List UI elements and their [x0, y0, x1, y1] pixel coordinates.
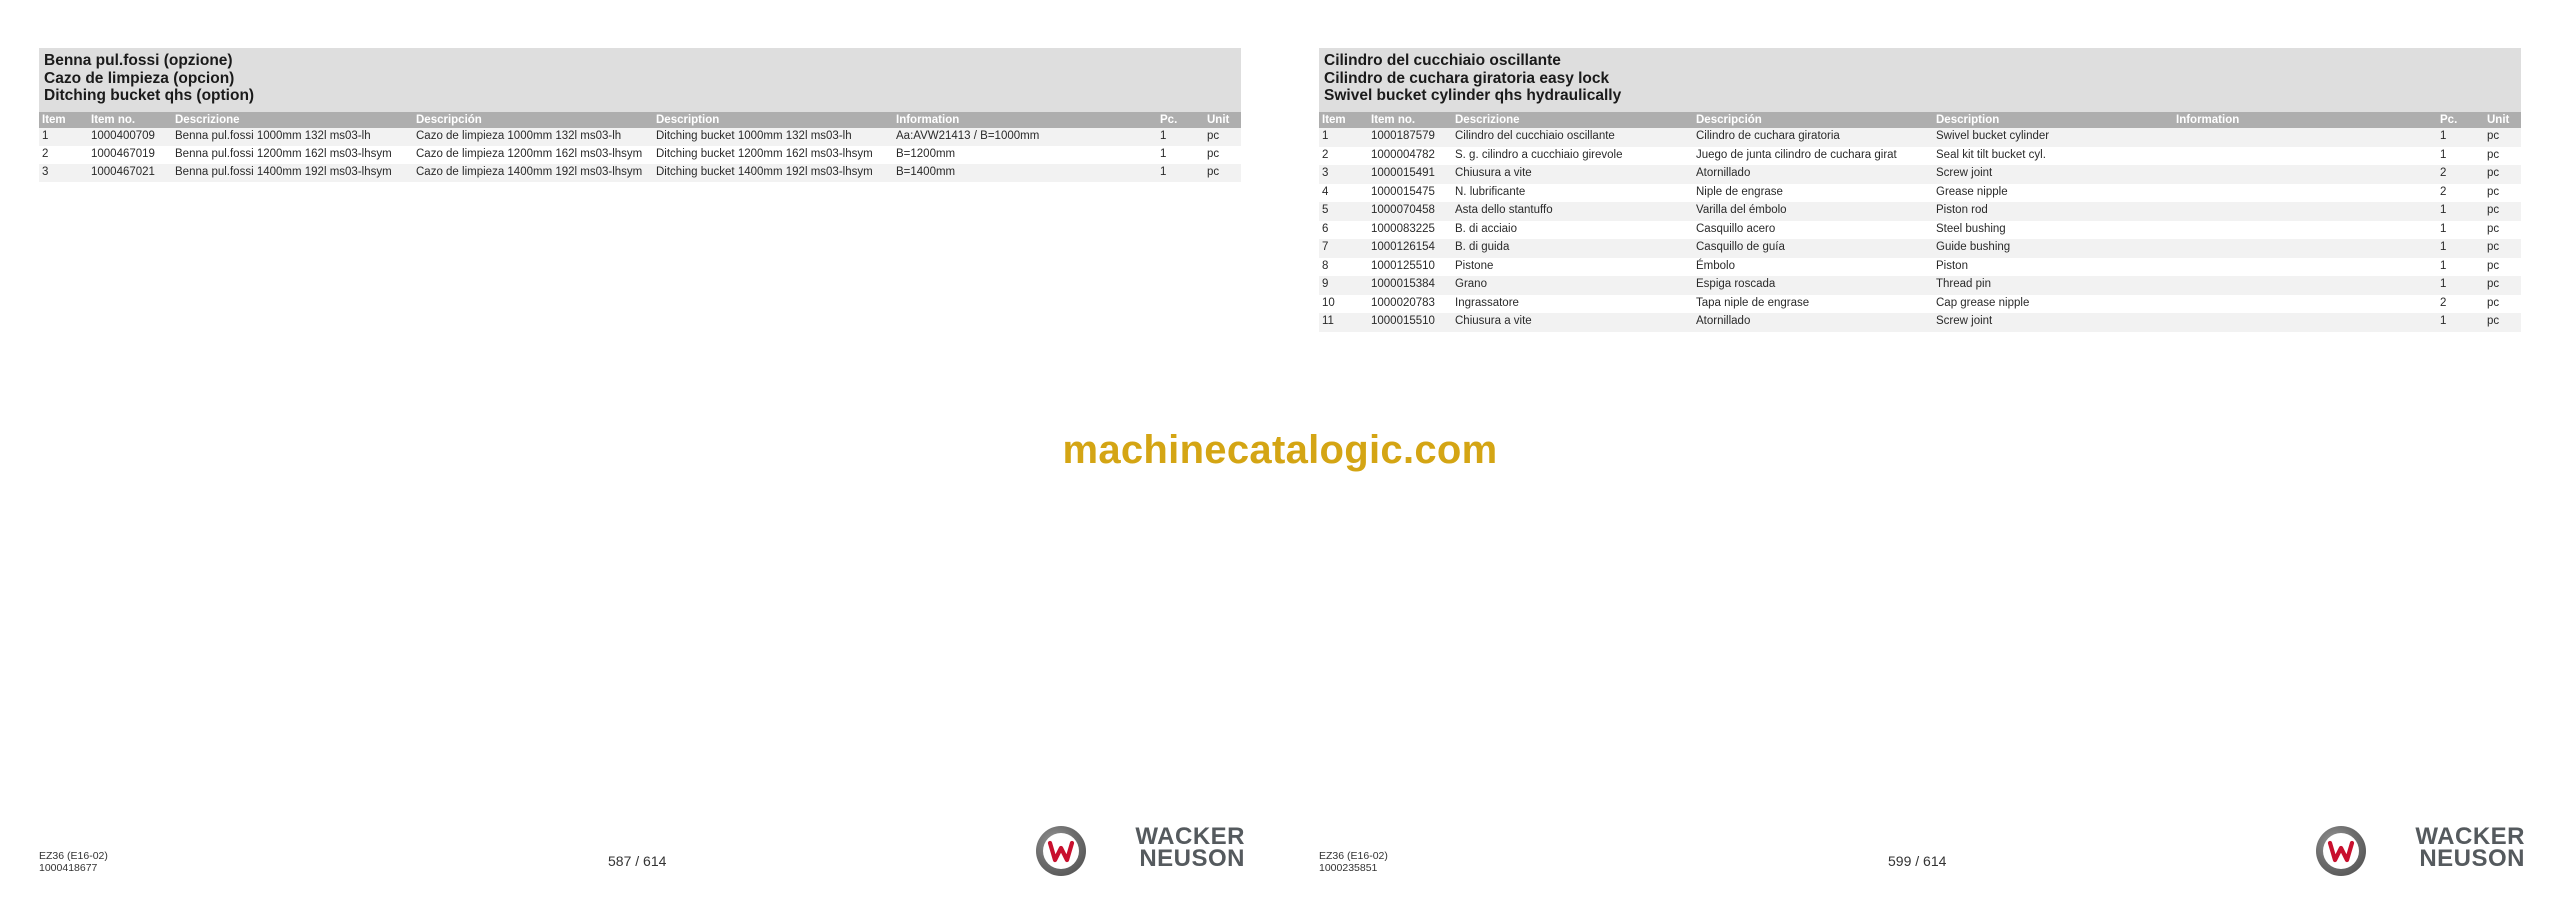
- table-row: [1319, 239, 2521, 258]
- table-row: [39, 164, 1241, 182]
- wacker-neuson-logo: [2400, 823, 2525, 872]
- cell-information: [2173, 276, 2437, 295]
- cell-descripcion: Espiga roscada: [1693, 276, 1933, 295]
- logo-text-wacker: WACKER: [1135, 823, 1245, 850]
- cell-description: Piston rod: [1933, 202, 2173, 221]
- cell-descripcion: Cazo de limpieza 1400mm 192l ms03-lhsym: [413, 164, 653, 182]
- cell-pc: 1: [1157, 164, 1204, 182]
- cell-information: [2173, 313, 2437, 332]
- cell-information: B=1400mm: [893, 164, 1157, 182]
- cell-information: [2173, 295, 2437, 314]
- cell-description: Ditching bucket 1000mm 132l ms03-lh: [653, 128, 893, 146]
- cell-descripcion: Atornillado: [1693, 313, 1933, 332]
- cell-unit: pc: [2484, 184, 2521, 203]
- cell-information: [2173, 128, 2437, 147]
- cell-pc: 1: [2437, 202, 2484, 221]
- cell-descripcion: Varilla del émbolo: [1693, 202, 1933, 221]
- cell-item: 3: [39, 164, 88, 182]
- right-title-spanish: Cilindro de cuchara giratoria easy lock: [1324, 69, 1610, 87]
- cell-pc: 1: [2437, 128, 2484, 147]
- header-item-no: Item no.: [1368, 112, 1452, 128]
- header-information: Information: [2173, 112, 2437, 128]
- right-footer-model: [1319, 850, 1388, 874]
- cell-item: 5: [1319, 202, 1368, 221]
- cell-pc: 1: [2437, 147, 2484, 166]
- cell-item: 4: [1319, 184, 1368, 203]
- cell-descrizione: Benna pul.fossi 1400mm 192l ms03-lhsym: [172, 164, 413, 182]
- left-title-italian: Benna pul.fossi (opzione): [44, 52, 233, 69]
- cell-description: Ditching bucket 1400mm 192l ms03-lhsym: [653, 164, 893, 182]
- logo-text-wacker: WACKER: [2415, 823, 2525, 850]
- cell-item-no: 1000400709: [88, 128, 172, 146]
- cell-descripcion: Cazo de limpieza 1000mm 132l ms03-lh: [413, 128, 653, 146]
- cell-unit: pc: [1204, 128, 1241, 146]
- table-row: [1319, 313, 2521, 332]
- right-page-number: 599 / 614: [1888, 853, 1947, 869]
- header-descrizione: Descrizione: [172, 112, 413, 128]
- left-page-number: 587 / 614: [608, 853, 667, 869]
- table-row: [1319, 221, 2521, 240]
- cell-description: Steel bushing: [1933, 221, 2173, 240]
- table-row: [1319, 147, 2521, 166]
- header-item-no: Item no.: [88, 112, 172, 128]
- cell-item: 10: [1319, 295, 1368, 314]
- wacker-neuson-logo: [1120, 823, 1245, 872]
- header-information: Information: [893, 112, 1157, 128]
- cell-descrizione: Cilindro del cucchiaio oscillante: [1452, 128, 1693, 147]
- cell-unit: pc: [1204, 164, 1241, 182]
- cell-information: [2173, 165, 2437, 184]
- table-row: [1319, 128, 2521, 147]
- left-parts-table: [39, 112, 1241, 182]
- cell-item: 1: [39, 128, 88, 146]
- header-unit: Unit: [2484, 112, 2521, 128]
- cell-information: [2173, 221, 2437, 240]
- cell-unit: pc: [1204, 146, 1241, 164]
- cell-unit: pc: [2484, 276, 2521, 295]
- cell-pc: 1: [2437, 221, 2484, 240]
- cell-descripcion: Casquillo acero: [1693, 221, 1933, 240]
- right-parts-table: [1319, 112, 2521, 332]
- table-row: [1319, 276, 2521, 295]
- cell-description: Grease nipple: [1933, 184, 2173, 203]
- cell-item: 1: [1319, 128, 1368, 147]
- cell-descrizione: Pistone: [1452, 258, 1693, 277]
- cell-descrizione: Chiusura a vite: [1452, 313, 1693, 332]
- cell-description: Cap grease nipple: [1933, 295, 2173, 314]
- cell-item-no: 1000015384: [1368, 276, 1452, 295]
- table-row: [39, 128, 1241, 146]
- cell-item: 8: [1319, 258, 1368, 277]
- cell-information: [2173, 147, 2437, 166]
- cell-unit: pc: [2484, 258, 2521, 277]
- cell-description: Ditching bucket 1200mm 162l ms03-lhsym: [653, 146, 893, 164]
- cell-information: [2173, 184, 2437, 203]
- cell-descrizione: Benna pul.fossi 1200mm 162l ms03-lhsym: [172, 146, 413, 164]
- header-description: Description: [653, 112, 893, 128]
- cell-information: [2173, 258, 2437, 277]
- cell-item-no: 1000467019: [88, 146, 172, 164]
- cell-descripcion: Cilindro de cuchara giratoria: [1693, 128, 1933, 147]
- cell-description: Swivel bucket cylinder: [1933, 128, 2173, 147]
- cell-descrizione: Benna pul.fossi 1000mm 132l ms03-lh: [172, 128, 413, 146]
- right-table-header-row: [1319, 112, 2521, 128]
- header-item: Item: [39, 112, 88, 128]
- cell-descrizione: Ingrassatore: [1452, 295, 1693, 314]
- cell-item: 7: [1319, 239, 1368, 258]
- cell-item-no: 1000015491: [1368, 165, 1452, 184]
- left-title-english: Ditching bucket qhs (option): [44, 87, 255, 104]
- wacker-neuson-w-icon: [2316, 826, 2366, 876]
- cell-descripcion: Juego de junta cilindro de cuchara girat: [1693, 147, 1933, 166]
- cell-descripcion: Atornillado: [1693, 165, 1933, 184]
- table-row: [1319, 295, 2521, 314]
- cell-information: Aa:AVW21413 / B=1000mm: [893, 128, 1157, 146]
- cell-descrizione: B. di acciaio: [1452, 221, 1693, 240]
- cell-information: [2173, 239, 2437, 258]
- cell-item-no: 1000070458: [1368, 202, 1452, 221]
- cell-pc: 1: [2437, 313, 2484, 332]
- right-footer-doc-number: 1000235851: [1319, 862, 1378, 874]
- cell-descrizione: N. lubrificante: [1452, 184, 1693, 203]
- header-unit: Unit: [1204, 112, 1241, 128]
- cell-pc: 1: [1157, 146, 1204, 164]
- cell-item: 2: [39, 146, 88, 164]
- left-section-title-block: [39, 48, 1241, 112]
- cell-item: 3: [1319, 165, 1368, 184]
- header-pc: Pc.: [2437, 112, 2484, 128]
- cell-descrizione: S. g. cilindro a cucchiaio girevole: [1452, 147, 1693, 166]
- cell-pc: 1: [2437, 258, 2484, 277]
- left-footer-model: [39, 850, 108, 874]
- cell-item-no: 1000004782: [1368, 147, 1452, 166]
- cell-item: 11: [1319, 313, 1368, 332]
- header-descripcion: Descripción: [1693, 112, 1933, 128]
- cell-descrizione: Chiusura a vite: [1452, 165, 1693, 184]
- cell-item-no: 1000015510: [1368, 313, 1452, 332]
- table-row: [1319, 184, 2521, 203]
- logo-text-neuson: NEUSON: [2419, 845, 2525, 872]
- cell-pc: 2: [2437, 295, 2484, 314]
- left-table-header-row: [39, 112, 1241, 128]
- table-row: [1319, 202, 2521, 221]
- cell-descrizione: B. di guida: [1452, 239, 1693, 258]
- header-item: Item: [1319, 112, 1368, 128]
- header-pc: Pc.: [1157, 112, 1204, 128]
- cell-descripcion: Cazo de limpieza 1200mm 162l ms03-lhsym: [413, 146, 653, 164]
- right-section-title-block: [1319, 48, 2521, 112]
- cell-description: Guide bushing: [1933, 239, 2173, 258]
- cell-descripcion: Tapa niple de engrase: [1693, 295, 1933, 314]
- cell-information: B=1200mm: [893, 146, 1157, 164]
- cell-unit: pc: [2484, 239, 2521, 258]
- left-footer-model-name: EZ36 (E16-02): [39, 850, 108, 862]
- watermark-link[interactable]: machinecatalogic.com: [1062, 428, 1498, 472]
- cell-unit: pc: [2484, 147, 2521, 166]
- right-title-italian: Cilindro del cucchiaio oscillante: [1324, 52, 1561, 69]
- cell-pc: 1: [2437, 276, 2484, 295]
- cell-description: Seal kit tilt bucket cyl.: [1933, 147, 2173, 166]
- cell-descrizione: Grano: [1452, 276, 1693, 295]
- cell-unit: pc: [2484, 165, 2521, 184]
- cell-pc: 2: [2437, 165, 2484, 184]
- cell-item-no: 1000187579: [1368, 128, 1452, 147]
- cell-unit: pc: [2484, 313, 2521, 332]
- cell-descripcion: Casquillo de guía: [1693, 239, 1933, 258]
- cell-item-no: 1000467021: [88, 164, 172, 182]
- right-footer-model-name: EZ36 (E16-02): [1319, 850, 1388, 862]
- table-row: [1319, 258, 2521, 277]
- cell-item: 2: [1319, 147, 1368, 166]
- cell-unit: pc: [2484, 221, 2521, 240]
- cell-item-no: 1000020783: [1368, 295, 1452, 314]
- cell-unit: pc: [2484, 295, 2521, 314]
- cell-item-no: 1000125510: [1368, 258, 1452, 277]
- cell-item-no: 1000015475: [1368, 184, 1452, 203]
- header-descrizione: Descrizione: [1452, 112, 1693, 128]
- cell-item: 6: [1319, 221, 1368, 240]
- cell-unit: pc: [2484, 202, 2521, 221]
- cell-pc: 1: [1157, 128, 1204, 146]
- cell-description: Thread pin: [1933, 276, 2173, 295]
- left-title-spanish: Cazo de limpieza (opcion): [44, 69, 235, 87]
- left-footer-doc-number: 1000418677: [39, 862, 98, 874]
- cell-item: 9: [1319, 276, 1368, 295]
- cell-pc: 1: [2437, 239, 2484, 258]
- table-row: [1319, 165, 2521, 184]
- cell-item-no: 1000083225: [1368, 221, 1452, 240]
- cell-unit: pc: [2484, 128, 2521, 147]
- table-row: [39, 146, 1241, 164]
- right-title-english: Swivel bucket cylinder qhs hydraulically: [1324, 87, 1622, 104]
- cell-descripcion: Émbolo: [1693, 258, 1933, 277]
- cell-item-no: 1000126154: [1368, 239, 1452, 258]
- cell-description: Screw joint: [1933, 165, 2173, 184]
- cell-description: Screw joint: [1933, 313, 2173, 332]
- header-description: Description: [1933, 112, 2173, 128]
- cell-descrizione: Asta dello stantuffo: [1452, 202, 1693, 221]
- logo-text-neuson: NEUSON: [1139, 845, 1245, 872]
- header-descripcion: Descripción: [413, 112, 653, 128]
- wacker-neuson-w-icon: [1036, 826, 1086, 876]
- cell-descripcion: Niple de engrase: [1693, 184, 1933, 203]
- cell-pc: 2: [2437, 184, 2484, 203]
- cell-description: Piston: [1933, 258, 2173, 277]
- cell-information: [2173, 202, 2437, 221]
